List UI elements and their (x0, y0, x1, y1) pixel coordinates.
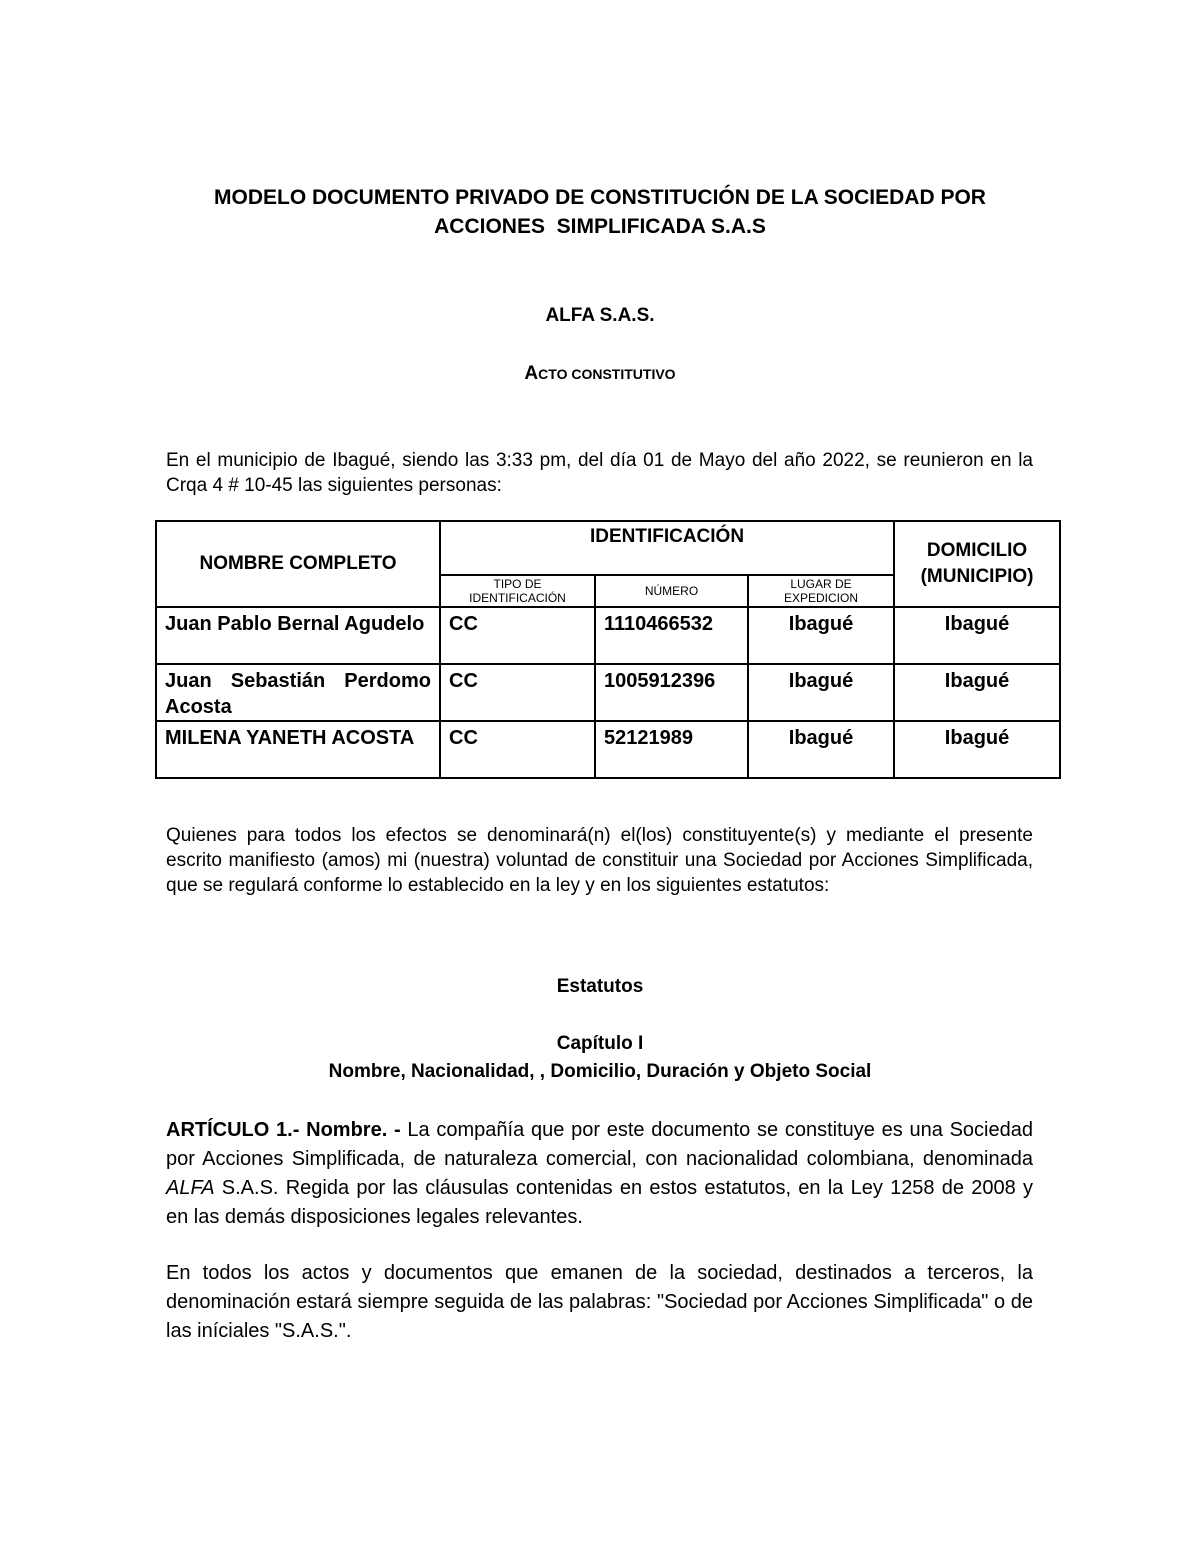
cell-nombre: Juan Pablo Bernal Agudelo (156, 607, 440, 664)
estatutos-heading: Estatutos (556, 976, 644, 997)
cell-lugar: Ibagué (748, 721, 894, 778)
cell-numero: 1110466532 (595, 607, 748, 664)
chapter-heading: Capítulo I (556, 1033, 644, 1054)
title-line-1: MODELO DOCUMENTO PRIVADO DE CONSTITUCIÓN DE LA SOCIEDAD POR (214, 186, 986, 209)
cell-lugar: Ibagué (748, 664, 894, 721)
acto-rest: CTO CONSTITUTIVO (538, 366, 676, 382)
table-row (156, 721, 1060, 778)
title-line-2: ACCIONES SIMPLIFICADA S.A.S (434, 215, 766, 238)
article-1-text-a: La compañía que por este documento se constituye es una Sociedad por Acciones Simplificada, de naturaleza comercial, con nacionalidad colombiana, denominada (166, 1119, 1033, 1170)
article-1-second-paragraph: En todos los actos y documentos que emanen de la sociedad, destinados a terceros, la denominación estará siempre seguida de las palabras: "Sociedad por Acciones Simplificada" o de las iníciales "S.A.S.". (166, 1262, 1033, 1342)
cell-domicilio: Ibagué (894, 664, 1060, 721)
table-row (156, 664, 1060, 721)
header-lugar: LUGAR DE EXPEDICION (748, 575, 894, 607)
cell-numero: 1005912396 (595, 664, 748, 721)
article-1-label: ARTÍCULO 1.- Nombre. - (166, 1119, 401, 1141)
quienes-paragraph: Quienes para todos los efectos se denominará(n) el(los) constituyente(s) y mediante el presente escrito manifiesto (amos) mi (nuestra) voluntad de constituir una Sociedad por Acciones Simplificada, que se regulará conforme lo establecido en la ley y en los siguientes estatutos: (166, 825, 1033, 896)
article-1-alfa: ALFA (166, 1177, 215, 1199)
company-name: ALFA S.A.S. (545, 305, 655, 326)
cell-nombre: Juan Sebastián Perdomo Acosta (156, 664, 440, 721)
acto-heading (0, 363, 1200, 385)
document-title (100, 183, 1100, 241)
table-row (156, 607, 1060, 664)
header-tipo: TIPO DE IDENTIFICACIÓN (440, 575, 595, 607)
cell-numero: 52121989 (595, 721, 748, 778)
cell-tipo: CC (440, 607, 595, 664)
header-numero: NÚMERO (595, 575, 748, 607)
constituents-table (155, 520, 1061, 779)
intro-paragraph: En el municipio de Ibagué, siendo las 3:33 pm, del día 01 de Mayo del año 2022, se reunieron en la Crqa 4 # 10-45 las siguientes personas: (166, 450, 1044, 496)
acto-initial: A (524, 363, 539, 384)
header-domicilio: DOMICILIO (MUNICIPIO) (894, 521, 1060, 607)
article-1-text-b: S.A.S. Regida por las cláusulas contenidas en estos estatutos, en la Ley 1258 de 2008 y en las demás disposiciones legales relevantes. (166, 1177, 1033, 1228)
cell-tipo: CC (440, 664, 595, 721)
cell-lugar: Ibagué (748, 607, 894, 664)
cell-domicilio: Ibagué (894, 721, 1060, 778)
article-1-paragraph (166, 1116, 1033, 1232)
cell-tipo: CC (440, 721, 595, 778)
header-identificacion: IDENTIFICACIÓN (440, 521, 894, 575)
chapter-subtitle: Nombre, Nacionalidad, , Domicilio, Duración y Objeto Social (328, 1061, 872, 1082)
cell-domicilio: Ibagué (894, 607, 1060, 664)
cell-nombre: MILENA YANETH ACOSTA (156, 721, 440, 778)
header-nombre: NOMBRE COMPLETO (156, 521, 440, 607)
